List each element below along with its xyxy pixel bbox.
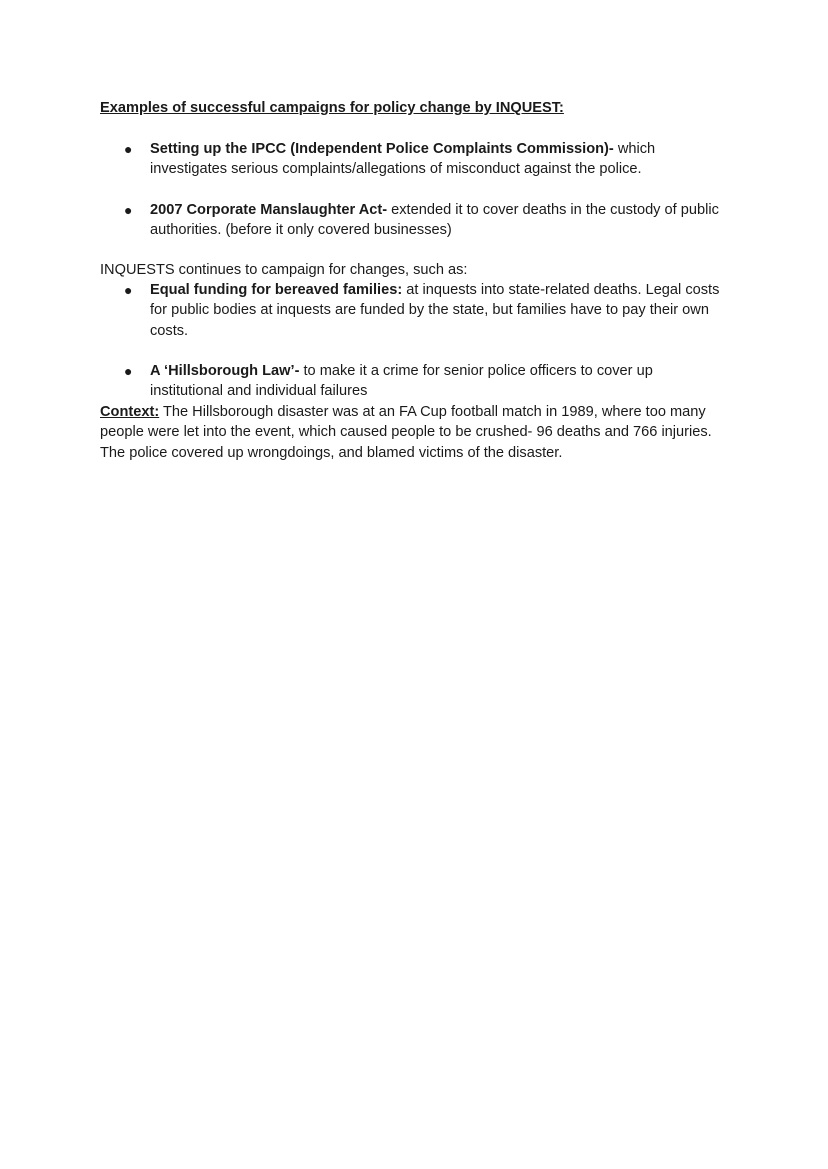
list-item bbox=[124, 361, 724, 402]
item-title: Setting up the IPCC (Independent Police Complaints Commission)- bbox=[150, 141, 614, 157]
context-label: Context: bbox=[100, 404, 160, 420]
item-text: which investigates serious complaints/allegations of misconduct against the police. bbox=[150, 141, 656, 178]
successes-list bbox=[124, 139, 724, 240]
item-title: 2007 Corporate Manslaughter Act- bbox=[150, 201, 388, 218]
item-text: extended it to cover deaths in the custody of public authorities. (before it only covered businesses) bbox=[150, 201, 719, 239]
item-text: at inquests into state-related deaths. Legal costs for public bodies at inquests are funded by the state, but families have to pay their own costs. bbox=[150, 282, 720, 339]
list-item bbox=[124, 280, 724, 341]
bullet-icon: ● bbox=[124, 363, 133, 380]
context-paragraph bbox=[100, 402, 730, 463]
bullet-icon: ● bbox=[124, 282, 133, 298]
campaigns-intro: INQUESTS continues to campaign for changes, such as: bbox=[100, 262, 468, 278]
item-title: Equal funding for bereaved families: bbox=[150, 282, 403, 298]
campaigns-list bbox=[124, 280, 724, 402]
list-item bbox=[124, 200, 724, 241]
bullet-icon: ● bbox=[124, 141, 133, 157]
page-heading: Examples of successful campaigns for policy change by INQUEST: bbox=[100, 100, 564, 116]
context-text: The Hillsborough disaster was at an FA Cup football match in 1989, where too many people were let into the event, which caused people to be crushed- 96 deaths and 766 injuries. The police covered up wrongdoings, and blamed victims of the disaster. bbox=[100, 404, 712, 461]
item-text: to make it a crime for senior police officers to cover up institutional and individual failures bbox=[150, 363, 653, 400]
bullet-icon: ● bbox=[124, 201, 133, 218]
item-title: A ‘Hillsborough Law’- bbox=[150, 363, 300, 380]
list-item bbox=[124, 139, 724, 180]
